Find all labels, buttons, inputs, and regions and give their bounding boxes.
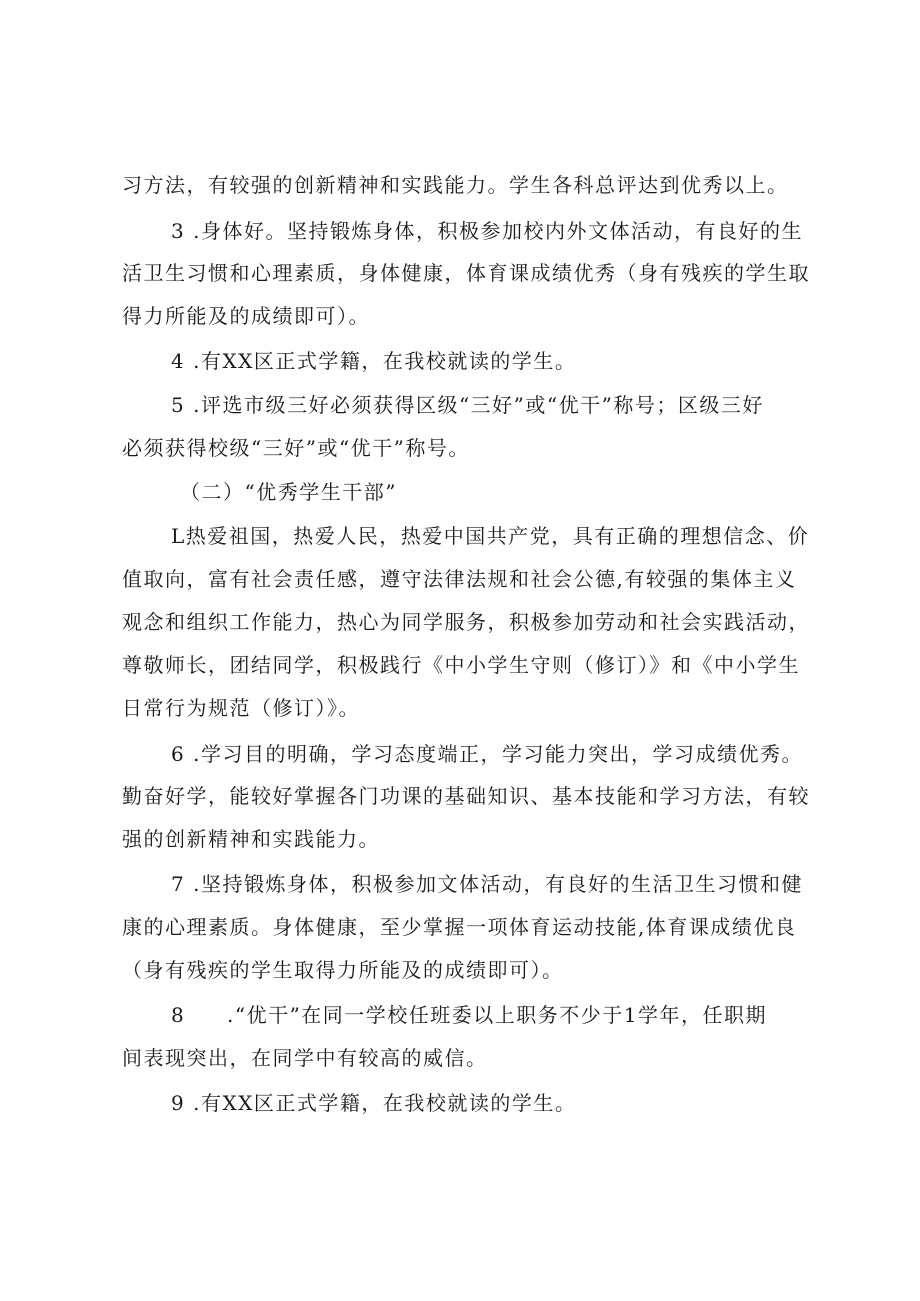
text-line: 活卫生习惯和心理素质，身体健康，体育课成绩优秀（身有残疾的学生取 xyxy=(122,261,810,285)
text-line: 强的创新精神和实践能力。 xyxy=(122,827,380,851)
text-line: 日常行为规范（修订）》。 xyxy=(122,696,360,720)
item-5-line: 5 .评选市级三好必须获得区级“三好”或“优干”称号；区级三好 xyxy=(171,393,764,417)
item-1-line: L热爱祖国，热爱人民，热爱中国共产党，具有正确的理想信念、价 xyxy=(171,524,810,548)
item-8-number: 8 xyxy=(171,1003,186,1027)
item-7-line: 7 .坚持锻炼身体，积极参加文体活动，有良好的生活卫生习惯和健 xyxy=(171,872,803,896)
text-line: 习方法，有较强的创新精神和实践能力。学生各科总评达到优秀以上。 xyxy=(122,173,789,197)
text-line: 康的心理素质。身体健康，至少掌握一项体育运动技能,体育课成绩优良 xyxy=(122,915,797,939)
item-9-line: 9 .有XX区正式学籍，在我校就读的学生。 xyxy=(171,1091,577,1115)
text-line: 观念和组织工作能力，热心为同学服务，积极参加劳动和社会实践活动， xyxy=(122,610,810,634)
item-4-line: 4 .有XX区正式学籍，在我校就读的学生。 xyxy=(171,349,577,373)
item-6-line: 6 .学习目的明确，学习态度端正，学习能力突出，学习成绩优秀。 xyxy=(171,742,803,766)
text-line: 得力所能及的成绩即可）。 xyxy=(122,304,370,328)
text-line: 值取向，富有社会责任感，遵守法律法规和社会公德,有较强的集体主义 xyxy=(122,567,797,591)
text-line: 尊敬师长，团结同学，积极践行《中小学生守则（修订）》和《中小学生 xyxy=(122,653,800,677)
text-line: （身有残疾的学生取得力所能及的成绩即可）。 xyxy=(122,958,564,982)
text-line: 间表现突出，在同学中有较高的威信。 xyxy=(122,1046,488,1070)
section-heading: （二）“优秀学生干部” xyxy=(180,480,397,504)
text-line: 必须获得校级“三好”或“优干”称号。 xyxy=(122,436,470,460)
item-8-line xyxy=(171,1002,767,1028)
item-3-line: 3 .身体好。坚持锻炼身体，积极参加校内外文体活动，有良好的生 xyxy=(171,219,803,243)
text-line: 勤奋好学，能较好掌握各门功课的基础知识、基本技能和学习方法，有较 xyxy=(122,784,810,808)
item-8-text: .“优干”在同一学校任班委以上职务不少于1学年，任职期 xyxy=(227,1003,768,1027)
